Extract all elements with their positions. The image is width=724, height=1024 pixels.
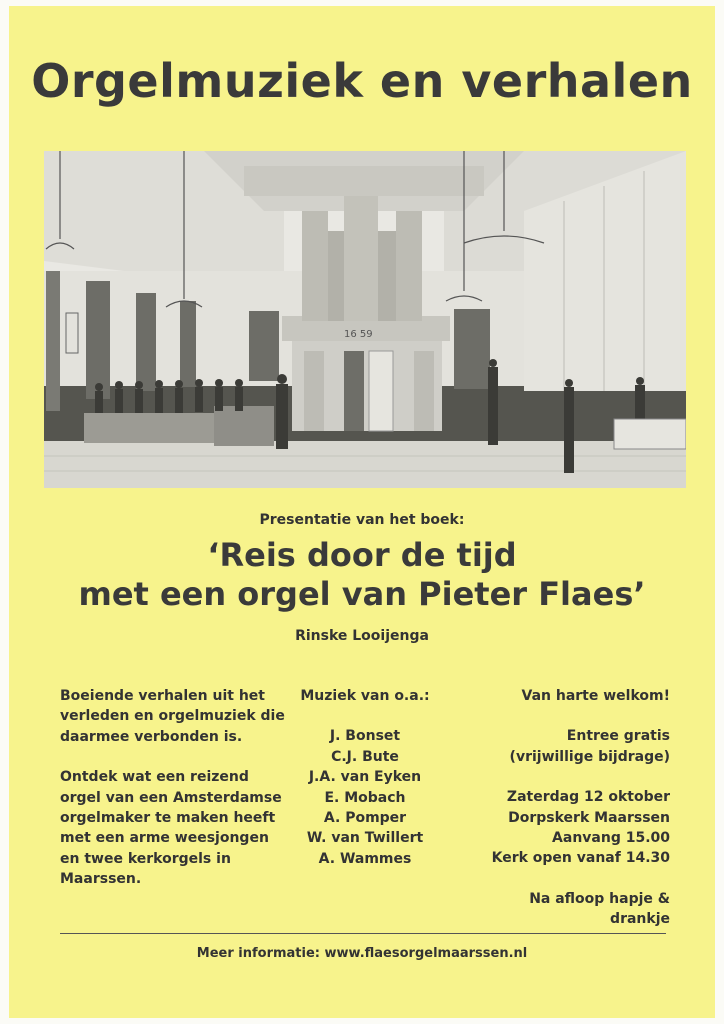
description-line: verleden en orgelmuziek die [60,708,285,725]
footer-divider [60,933,666,934]
event-start-time: Aanvang 15.00 [552,830,670,847]
book-author: Rinske Looijenga [295,628,429,644]
description-line: daarmee verbonden is. [60,728,243,745]
event-location: Dorpskerk Maarssen [508,809,670,826]
organ-date: 16 59 [344,329,373,340]
description-column [60,686,290,890]
composer-item: A. Wammes [318,850,412,867]
composer-item: J. Bonset [329,728,401,745]
entry-note: (vrijwillige bijdrage) [509,748,670,765]
composers-heading: Muziek van o.a.: [300,688,430,704]
description-line: orgelmaker te maken heeft [60,810,276,827]
description-line: met een arme weesjongen [60,830,269,847]
description-line: Maarssen. [60,871,142,888]
church-interior-image [44,151,686,488]
welcome-text: Van harte welkom! [521,688,670,704]
poster-title: Orgelmuziek en verhalen [31,54,693,108]
composer-item: E. Mobach [324,789,406,806]
event-date: Zaterdag 12 oktober [506,789,670,806]
composer-item: A. Pomper [323,810,407,827]
description-line: Boeiende verhalen uit het [60,688,265,704]
more-info-link[interactable]: Meer informatie: www.flaesorgelmaarssen.nl [196,946,528,961]
composer-item: C.J. Bute [331,748,399,765]
book-title-line-1: ‘Reis door de tijd [207,536,517,574]
description-line: orgel van een Amsterdamse [60,789,282,806]
event-info-column [480,686,670,930]
church-open-time: Kerk open vanaf 14.30 [491,850,670,867]
refreshments-text: Na afloop hapje & drankje [529,890,670,928]
composer-item: W. van Twillert [306,830,424,847]
description-line: Ontdek wat een reizend [60,769,249,786]
description-line: en twee kerkorgels in [60,850,231,867]
composers-column [290,686,440,869]
composer-item: J.A. van Eyken [308,769,422,786]
book-presentation-subtitle: Presentatie van het boek: [259,512,465,528]
book-title-line-2: met een orgel van Pieter Flaes’ [78,575,646,613]
entry-text: Entree gratis [566,728,670,745]
